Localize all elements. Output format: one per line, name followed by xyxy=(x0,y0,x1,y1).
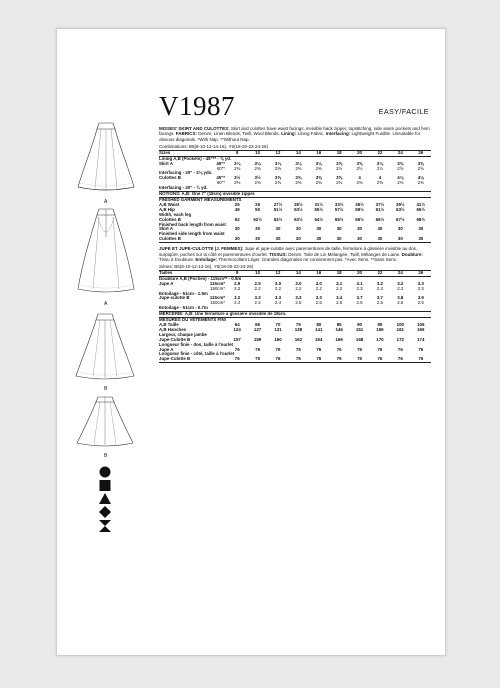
culottes-yardage-row-cell: 3⅝ xyxy=(295,175,302,181)
width-row-cell: 62½ xyxy=(253,216,262,222)
back-length-row-cell: 76 xyxy=(418,346,424,352)
skirt-yardage-row-cell: 2⅜ xyxy=(274,165,282,171)
sizes-row-cell: 14 xyxy=(288,270,308,276)
header xyxy=(159,91,431,125)
culottes-yardage-row-cell: 3.3 xyxy=(274,295,282,301)
hip-row-cell: 156 xyxy=(376,326,384,332)
side-length-label-row-text: Longueur finie - côté, taille à l'ourlet xyxy=(159,351,235,357)
skirt-yardage-row-label: Jupe A xyxy=(159,280,174,286)
hip-row-cell: 55½ xyxy=(314,206,324,212)
skirt-yardage-row-cell: 2.2 xyxy=(274,285,282,291)
culottes-yardage-row-cell: 3½ xyxy=(254,175,261,181)
culottes-yardage-row-sub: 150cm* xyxy=(210,300,225,306)
culottes-yardage-row-cell: 2⅜ xyxy=(397,180,404,186)
skirt-yardage-row-label: Skirt A xyxy=(159,160,173,166)
hip-row-cell: 49 xyxy=(234,206,240,212)
sizes-row-cell: 22 xyxy=(370,150,390,156)
fr-lining-label: Doublure: xyxy=(401,251,423,257)
culottes-yardage-row-cell: 4⅛ xyxy=(417,175,424,181)
hip-row-label: A,B Hip xyxy=(159,206,175,212)
width-row-cell: 63½ xyxy=(273,216,283,222)
sizes-row-cell: 16 xyxy=(309,270,329,276)
back-length-row-cell: 76 xyxy=(295,346,301,352)
width-row-cell: 157 xyxy=(233,336,241,342)
back-length-row-cell: 30 xyxy=(295,226,301,232)
culottes-yardage-row-label: Jupe-culotte B xyxy=(159,295,190,301)
skirt-yardage-row-cell: 2½ xyxy=(336,165,343,171)
side-length-row-cell: 76 xyxy=(227,357,247,362)
culottes-yardage-row-cell: 3⅝ xyxy=(336,175,343,181)
skirt-yardage-row-sub: 150cm* xyxy=(210,285,225,291)
culottes-yardage-row-cell: 2⅜ xyxy=(356,180,363,186)
side-length-row-sub xyxy=(202,237,227,242)
culottes-yardage-row-cell: 4 xyxy=(358,175,361,181)
interfacing-b-row-text: Entoilage - 51cm - 0.7m xyxy=(159,305,208,311)
side-length-row-cell: 76 xyxy=(247,357,267,362)
hip-row-cell: 161 xyxy=(396,326,404,332)
culottes-yardage-row-cell: 2.5 xyxy=(336,300,343,306)
side-length-row-cell: 76 xyxy=(349,357,369,362)
skirt-yardage-row-cell: 2.2 xyxy=(254,285,261,291)
skirt-yardage-row-cell: 3⅛ xyxy=(376,160,383,166)
side-length-row-cell: 30 xyxy=(411,237,431,242)
sizes-row-cell: 12 xyxy=(268,270,288,276)
fr-lining: Tissu à Doublure. xyxy=(159,256,195,262)
sizes-row-cell: 8 xyxy=(227,150,247,156)
width-row-cell: 174 xyxy=(417,336,425,342)
lining-row-text: Lining A,B (Pockets) - 45"** - ⅜ yd. xyxy=(159,155,232,161)
fr-title: JUPE ET JUPE-CULOTTE (J. FEMMES): xyxy=(159,246,244,252)
side-length-row-cell: 30 xyxy=(309,237,329,242)
skirt-yardage-row-cell: 2.2 xyxy=(234,285,241,291)
fr-combinations: Séries: B5(8-10-12-14-16), Y5(18-20-22-24-26) xyxy=(159,264,254,270)
waist-row-cell: 75 xyxy=(295,322,301,327)
sizes-row-cell: 26 xyxy=(411,150,431,156)
skirt-yardage-row-cell: 3.0 xyxy=(295,280,302,286)
waist-row-cell: 37½ xyxy=(375,201,385,207)
side-length-row-cell: 30 xyxy=(288,237,308,242)
waist-row-cell: 95 xyxy=(377,322,383,327)
width-row-label: Culottes B xyxy=(159,216,181,222)
sizes-row-cell: 8 xyxy=(227,270,247,276)
hip-row-cell: 124 xyxy=(233,326,241,332)
hip-row-cell: 131 xyxy=(274,326,282,332)
side-length-label-row-text: Finished side length from waist xyxy=(159,231,225,237)
culottes-yardage-row-cell: 2.5 xyxy=(315,300,322,306)
skirt-yardage-row-cell: 2⅜ xyxy=(234,165,241,171)
side-length-row-cell: 30 xyxy=(370,237,390,242)
culottes-yardage-row-cell: 2.4 xyxy=(274,300,282,306)
culottes-yardage-row-cell: 2⅜ xyxy=(295,180,302,186)
culottes-yardage-row-cell: 3.9 xyxy=(417,295,424,301)
culottes-b-front-drawing xyxy=(73,312,137,382)
waist-row-cell: 33½ xyxy=(334,201,344,207)
culottes-yardage-row-cell: 4 xyxy=(378,175,382,181)
hip-row-label: A,B Hanches xyxy=(159,326,187,332)
width-row-cell: 168 xyxy=(355,336,364,342)
width-row-cell: 164 xyxy=(315,336,323,342)
skirt-yardage-row-cell: 2.3 xyxy=(417,285,424,291)
waist-row-cell: 100 xyxy=(396,322,404,327)
hip-row-cell: 63½ xyxy=(396,206,405,212)
notions-row-text: MERCERIE: A,B: Une fermeture à glissière invisible de 18cm. xyxy=(159,312,431,318)
en-lining: Lining Fabric. xyxy=(297,131,325,137)
width-row-cell: 162 xyxy=(294,336,303,342)
side-length-row-sub xyxy=(202,357,227,362)
english-yardage-table xyxy=(159,150,431,243)
skirt-yardage-row-cell: 2⅜ xyxy=(295,165,302,171)
skirt-yardage-row-cell: 2⅝ xyxy=(417,165,424,171)
sizes-row-cell: 16 xyxy=(309,150,329,156)
sizes-row-cell: 12 xyxy=(268,150,288,156)
fr-interfacing-label: Entoilage: xyxy=(195,256,218,262)
skirt-yardage-row-sub: 115cm* xyxy=(209,280,225,286)
culottes-yardage-row-cell: 3.7 xyxy=(356,295,363,301)
culottes-yardage-row-cell: 3⅝ xyxy=(274,175,282,181)
lining-row-text: Doublure A,B (Poches) - 115cm** - 0.5m xyxy=(159,275,242,281)
culottes-yardage-row-cell: 2⅜ xyxy=(274,180,282,186)
culottes-yardage-row-cell: 2⅜ xyxy=(376,180,383,186)
finished-measurements-row-text: MESURES DU VÊTEMENTS FINI xyxy=(159,318,431,323)
culottes-yardage-row-cell: 2.5 xyxy=(376,300,383,306)
back-length-row-cell: 30 xyxy=(275,226,281,232)
back-length-row-cell: 30 xyxy=(316,226,322,232)
skirt-yardage-row-cell: 3⅛ xyxy=(295,160,302,166)
french-yardage-table xyxy=(159,270,431,363)
back-length-row-cell: 30 xyxy=(357,226,362,232)
skirt-yardage-row-cell: 2.3 xyxy=(376,285,383,291)
skirt-yardage-row-cell: 3⅝ xyxy=(397,160,404,166)
skirt-yardage-row-sub: 45"* xyxy=(216,160,225,166)
skirt-yardage-row-cell: 2.2 xyxy=(336,285,343,291)
interfacing-b-row-text: Interfacing - 20" - ¾ yd. xyxy=(159,185,208,191)
skirt-yardage-row-cell: 2.9 xyxy=(234,280,241,286)
back-length-row-cell: 76 xyxy=(275,346,281,352)
back-length-row-cell: 30 xyxy=(336,226,342,232)
culottes-yardage-row-cell: 2⅜ xyxy=(234,180,241,186)
culottes-yardage-row-cell: 2.4 xyxy=(254,300,261,306)
waist-row-cell: 25 xyxy=(234,201,240,207)
culottes-b-back-drawing xyxy=(73,395,137,449)
culottes-yardage-row-cell: 2.5 xyxy=(295,300,302,306)
side-length-row-cell: 76 xyxy=(370,357,390,362)
sizes-row-cell: 14 xyxy=(288,150,308,156)
french-description xyxy=(159,246,431,262)
sizes-row-cell: 20 xyxy=(349,270,369,276)
width-row-cell: 65½ xyxy=(334,216,344,222)
skirt-yardage-row-cell: 2.9 xyxy=(254,280,261,286)
waist-row-cell: 29½ xyxy=(294,201,303,207)
hip-row-cell: 57½ xyxy=(334,206,344,212)
back-length-row-cell: 30 xyxy=(418,226,424,232)
waist-row-cell: 80 xyxy=(316,322,322,327)
skirt-yardage-row-cell: 2.2 xyxy=(315,285,322,291)
back-length-row-cell: 76 xyxy=(316,346,322,352)
notions-row-text: NOTIONS: A,B: One 7" (18cm) invisible zipper. xyxy=(159,192,431,198)
fr-fabrics: Denim, Toile de Lin Mélangée, Twill, Mélanges de Laine. xyxy=(288,251,401,257)
culottes-yardage-row-label: Culottes B xyxy=(159,175,181,181)
width-row-cell: 63½ xyxy=(294,216,303,222)
hip-row-cell: 61½ xyxy=(375,206,385,212)
skirt-yardage-row-cell: 3⅝ xyxy=(336,160,343,166)
width-row-cell: 66½ xyxy=(375,216,385,222)
waist-row-cell: 39½ xyxy=(396,201,405,207)
back-length-row-cell: 30 xyxy=(255,226,261,232)
culottes-yardage-row-cell: 3½ xyxy=(234,175,241,181)
skirt-yardage-row-cell: 2⅝ xyxy=(397,165,404,171)
waist-row-cell: 35½ xyxy=(355,201,364,207)
side-length-row-cell: 30 xyxy=(247,237,267,242)
skirt-a-back-drawing xyxy=(75,207,137,297)
figure-label-a-front: A xyxy=(104,199,108,205)
waist-row-cell: 41½ xyxy=(416,201,426,207)
en-fabrics-label: FABRICS: xyxy=(175,131,198,137)
width-row-cell: 66½ xyxy=(355,216,364,222)
width-row-cell: 172 xyxy=(396,336,404,342)
en-desc: Skirt and culottes have waist facings, invisible back zipper, topstitching, side seam pockets and hem facings. xyxy=(159,126,430,137)
skirt-yardage-row-cell: 2½ xyxy=(356,165,363,171)
pattern-envelope-back xyxy=(56,28,446,656)
skirt-yardage-row-cell: 2⅜ xyxy=(315,165,322,171)
side-length-row-cell: 76 xyxy=(390,357,410,362)
back-length-row-cell: 76 xyxy=(234,346,240,352)
interfacing-a-row-text: Interfacing - 20" - 2⅛ yds. xyxy=(159,170,213,176)
sizes-row-label: Tailles xyxy=(159,270,202,276)
hip-row-cell: 59½ xyxy=(355,206,364,212)
back-length-row-label: Skirt A xyxy=(159,226,173,232)
finished-measurements-row-text: FINISHED GARMENT MEASUREMENTS xyxy=(159,197,431,202)
skirt-yardage-row-cell: 3.2 xyxy=(397,280,404,286)
side-length-row-cell: 30 xyxy=(268,237,288,242)
side-length-row-cell: 76 xyxy=(268,357,288,362)
figure-label-b-back: B xyxy=(104,453,108,459)
figure-label-b-front: B xyxy=(104,386,108,392)
skirt-yardage-row-cell: 2½ xyxy=(376,165,383,171)
side-length-row-cell: 30 xyxy=(390,237,410,242)
difficulty-label: EASY/FACILE xyxy=(378,107,429,116)
culottes-yardage-row-sub: 115cm* xyxy=(209,295,225,301)
culottes-yardage-row-cell: 2⅜ xyxy=(254,180,261,186)
sizes-row-cell: 22 xyxy=(370,270,390,276)
culottes-yardage-row-cell: 3.3 xyxy=(295,295,302,301)
culottes-yardage-row-sub: 60"* xyxy=(216,180,225,186)
skirt-yardage-row-cell: 3⅛ xyxy=(315,160,322,166)
skirt-yardage-row-sub: 60"* xyxy=(216,165,225,171)
skirt-a-front-drawing xyxy=(75,121,137,193)
waist-row-label: A,B Waist xyxy=(159,201,180,207)
waist-row-cell: 85 xyxy=(336,322,342,327)
back-length-row-cell: 30 xyxy=(377,226,383,232)
en-interfacing-label: Interfacing: xyxy=(325,131,351,137)
sizes-row-cell: 24 xyxy=(390,150,410,156)
culottes-yardage-row-cell: 2.5 xyxy=(397,300,404,306)
waist-row-cell: 27½ xyxy=(273,201,283,207)
back-length-row-cell: 76 xyxy=(336,346,342,352)
width-row-cell: 62 xyxy=(234,216,240,222)
culottes-yardage-row-cell: 3.3 xyxy=(315,295,322,301)
culottes-yardage-row-sub: 45"* xyxy=(216,175,225,181)
waist-row-label: A,B Taille xyxy=(159,322,179,327)
width-label-row-text: Width, each leg xyxy=(159,211,192,217)
fr-desc: Jupe et jupe-culotte avec parementures de taille, fermeture à glissière invisible au dos, surpiqûre, poches sur la côté et parementures d'ourlet. xyxy=(159,246,418,257)
width-row-cell: 67½ xyxy=(396,216,405,222)
culottes-yardage-row-cell: 3.2 xyxy=(254,295,261,301)
skirt-yardage-row-cell: 2.3 xyxy=(397,285,404,291)
hip-row-cell: 50 xyxy=(255,206,261,212)
width-row-cell: 170 xyxy=(376,336,384,342)
culottes-yardage-row-cell: 2⅜ xyxy=(315,180,322,186)
technical-drawings-column xyxy=(57,29,157,655)
sizes-row-cell: 18 xyxy=(329,150,349,156)
skirt-yardage-row-cell: 3⅝ xyxy=(417,160,424,166)
side-length-row-cell: 76 xyxy=(329,357,349,362)
waist-row-cell: 70 xyxy=(275,322,281,327)
culottes-yardage-row-cell: 3.7 xyxy=(376,295,383,301)
skirt-yardage-row-cell: 3⅛ xyxy=(234,160,241,166)
side-length-row xyxy=(159,237,431,242)
hip-row-cell: 51½ xyxy=(273,206,283,212)
back-length-row-cell: 76 xyxy=(377,346,383,352)
en-combinations: Combinations: B5(8-10-12-14-16), Y5(18-20-22-24-26) xyxy=(159,144,268,150)
side-length-row-cell: 30 xyxy=(349,237,369,242)
back-length-label-row-text: Longueur finie - dos, taille à l'ourlet xyxy=(159,341,233,347)
waist-row-cell: 26 xyxy=(255,201,261,207)
sizes-row-cell: 20 xyxy=(349,150,369,156)
sizes-row-cell: 24 xyxy=(390,270,410,276)
culottes-yardage-row-cell: 4⅛ xyxy=(397,175,404,181)
waist-row-cell: 105 xyxy=(417,322,425,327)
sizes-row-cell: 10 xyxy=(247,270,267,276)
skirt-yardage-row-cell: 3.1 xyxy=(356,280,363,286)
back-length-row-cell: 76 xyxy=(255,346,261,352)
sizes-row-label: Sizes xyxy=(159,150,202,156)
hip-row-cell: 141 xyxy=(315,326,323,332)
skirt-yardage-row-cell: 3.0 xyxy=(315,280,322,286)
culottes-yardage-row-cell: 2.4 xyxy=(234,300,241,306)
culottes-yardage-row-cell: 2⅜ xyxy=(417,180,424,186)
fr-interfacing: Thermocollant Léger. Grandes diagonales ne conviennent pas. *Avec Sens. **Sans Sens. xyxy=(218,256,398,262)
instructions-column xyxy=(159,91,431,363)
back-length-row-cell: 76 xyxy=(397,346,403,352)
side-length-row xyxy=(159,357,431,362)
back-length-row-cell: 76 xyxy=(357,346,362,352)
en-fabrics: Denim, Linen Blends, Twill, Wool Blends. xyxy=(198,131,280,137)
culottes-yardage-row-cell: 3.2 xyxy=(234,295,241,301)
back-length-label-row-text: Finished back length from waist xyxy=(159,221,226,227)
english-description xyxy=(159,126,431,142)
en-interfacing: Lightweight Fusible. Unsuitable for obvious diagonals. *With Nap. **Without Nap. xyxy=(159,131,421,142)
skirt-yardage-row-cell: 3⅝ xyxy=(356,160,363,166)
waist-row-cell: 31½ xyxy=(314,201,324,207)
side-length-row-cell: 76 xyxy=(309,357,329,362)
skirt-yardage-row-cell: 3.3 xyxy=(417,280,424,286)
pattern-number: V1987 xyxy=(159,91,235,121)
culottes-yardage-row-cell: 2⅜ xyxy=(336,180,343,186)
back-length-row-cell: 30 xyxy=(397,226,403,232)
culottes-yardage-row-cell: 2.5 xyxy=(356,300,363,306)
width-row-cell: 68½ xyxy=(416,216,426,222)
skirt-yardage-row-cell: 3.0 xyxy=(274,280,282,286)
culottes-yardage-row-cell: 3⅝ xyxy=(315,175,322,181)
en-lining-label: Lining: xyxy=(281,131,297,137)
interfacing-a-row-text: Entoilage - 51cm - 1.9m xyxy=(159,290,208,296)
width-row-cell: 159 xyxy=(253,336,262,342)
width-row-cell: 64½ xyxy=(314,216,324,222)
skirt-yardage-row-cell: 3.1 xyxy=(336,280,343,286)
skirt-yardage-row-cell: 3⅛ xyxy=(274,160,282,166)
waist-row-cell: 66 xyxy=(255,322,261,327)
sizes-row-cell: 18 xyxy=(329,270,349,276)
width-label-row-text: Largeur, chaque jambe xyxy=(159,331,207,337)
hip-row-cell: 53½ xyxy=(294,206,303,212)
culottes-yardage-row-cell: 2.5 xyxy=(417,300,424,306)
width-row-label: Jupe-Culotte B xyxy=(159,336,191,342)
width-row-cell: 160 xyxy=(274,336,282,342)
fr-fabrics-label: TISSUS: xyxy=(269,251,287,257)
hip-row-cell: 127 xyxy=(253,326,262,332)
hip-row-cell: 146 xyxy=(335,326,343,332)
skirt-yardage-row-cell: 2⅜ xyxy=(254,165,261,171)
hip-row-cell: 166 xyxy=(417,326,425,332)
skirt-yardage-row-cell: 3⅛ xyxy=(254,160,261,166)
figure-label-a-back: A xyxy=(104,301,108,307)
hip-row-cell: 65½ xyxy=(416,206,426,212)
back-length-row-cell: 30 xyxy=(234,226,240,232)
hip-row-cell: 151 xyxy=(355,326,364,332)
width-row-cell: 166 xyxy=(335,336,343,342)
side-length-row-cell: 76 xyxy=(288,357,308,362)
sizes-row-cell: 10 xyxy=(247,150,267,156)
side-length-row-label: Jupe-Culotte B xyxy=(159,357,202,362)
skirt-yardage-row-cell: 2.3 xyxy=(356,285,363,291)
side-length-row-label: Culottes B xyxy=(159,237,202,242)
hip-row-cell: 138 xyxy=(294,326,303,332)
culottes-yardage-row-cell: 3.4 xyxy=(336,295,343,301)
sizes-row-cell: 26 xyxy=(411,270,431,276)
waist-row-cell: 64 xyxy=(234,322,240,327)
waist-row-cell: 90 xyxy=(357,322,362,327)
culottes-yardage-row-cell: 3.8 xyxy=(397,295,404,301)
pattern-symbols-icon xyxy=(97,465,113,533)
back-length-row-label: Jupe A xyxy=(159,346,174,352)
side-length-row-cell: 76 xyxy=(411,357,431,362)
skirt-yardage-row-cell: 3.2 xyxy=(376,280,383,286)
side-length-row-cell: 30 xyxy=(329,237,349,242)
skirt-yardage-row-cell: 2.2 xyxy=(295,285,302,291)
en-title: MISSES' SKIRT AND CULOTTES: xyxy=(159,126,230,131)
side-length-row-cell: 30 xyxy=(227,237,247,242)
